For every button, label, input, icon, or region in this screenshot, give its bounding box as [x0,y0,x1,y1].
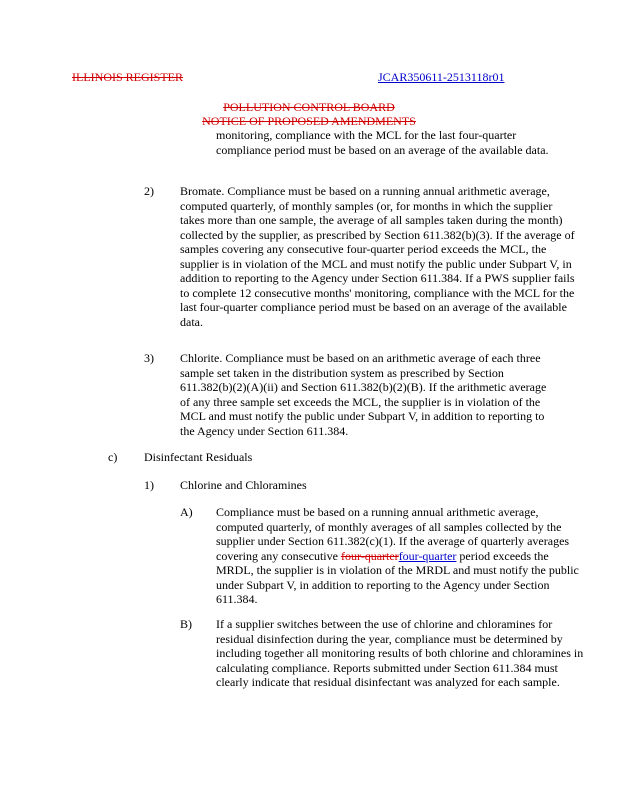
item-3-number: 3) [144,351,154,365]
agency-line-2: NOTICE OF PROPOSED AMENDMENTS [202,114,416,128]
sub-a-paragraph [216,505,584,607]
continuation-paragraph: monitoring, compliance with the MCL for the last four-quarter compliance period must be based on an average of the available data. [216,128,549,157]
section-c-letter: c) [108,450,118,464]
sub-a-text-after: period exceeds the MRDL, the supplier is in violation of the MRDL and must notify the public under Subpart V, in addition to reporting to the Agency under Section 611.384. [216,548,579,606]
header-right: JCAR350611-2513118r01 [378,70,505,84]
item-3-chlorite: Chlorite. Compliance must be based on an arithmetic average of each three sample set taken in the distribution system as prescribed by Section 611.382(b)(2)(A)(ii) and Section 611.382(b)(2)(B). If the arithmetic average of any three sample set exceeds the MCL, the supplier is in violation of the MCL and must notify the public under Subpart V, in addition to reporting to the Agency under Section 611.384. [180,351,547,438]
agency-line-1: POLLUTION CONTROL BOARD [223,100,395,114]
sub-a-letter: A) [180,505,193,519]
sub-a-text-before: Compliance must be based on a running annual arithmetic average, computed quarterly, of monthly averages of all samples collected by the supplier under Section 611.382(c)(1). If the average of quarterly averages covering any consecutive [216,505,570,563]
sub-1-title: Chlorine and Chloramines [180,478,307,492]
sub-1-number: 1) [144,478,154,492]
header-left: ILLINOIS REGISTER [72,70,183,84]
deleted-text: four-quarter [340,548,399,563]
inserted-text: four-quarter [398,548,457,563]
sub-b-paragraph: If a supplier switches between the use of chlorine and chloramines for residual disinfection during the year, compliance must be determined by including together all monitoring results of both chlorine and chloramines in calculating compliance. Reports submitted under Section 611.384 must clearly indicate that residual disinfectant was analyzed for each sample. [216,617,584,689]
sub-b-letter: B) [180,617,192,631]
section-c-title: Disinfectant Residuals [144,450,253,464]
item-2-number: 2) [144,184,154,198]
item-2-bromate: Bromate. Compliance must be based on a running annual arithmetic average, computed quarterly, of monthly samples (or, for months in which the supplier takes more than one sample, the average of all samples taken during the month) collected by the supplier, as prescribed by Section 611.382(b)(3). If the average of samples covering any consecutive four-quarter period exceeds the MCL, the supplier is in violation of the MCL and must notify the public under Subpart V, in addition to reporting to the Agency under Section 611.384. If a PWS supplier fails to complete 12 consecutive months' monitoring, compliance with the MCL for the last four-quarter compliance period must be based on an average of the available data. [180,184,575,329]
